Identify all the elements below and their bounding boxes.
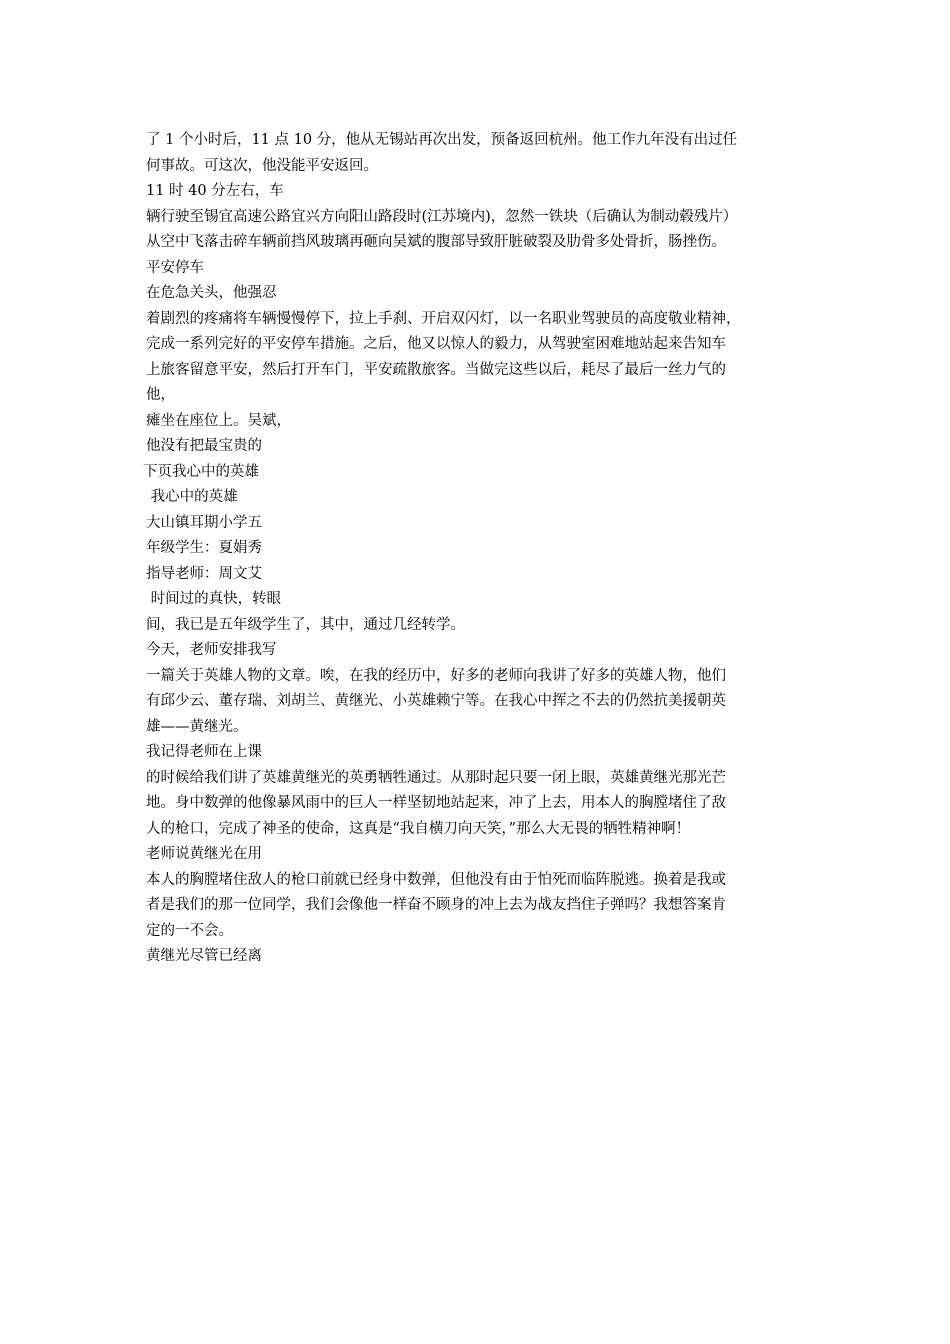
body-line: 雄——黄继光。 xyxy=(146,718,248,735)
body-line: 辆行驶至锡宜高速公路宜兴方向阳山路段时(江苏境内)，忽然一铁块（后确认为制动毂残片） xyxy=(146,208,738,225)
body-line: 有邱少云、董存瑞、刘胡兰、黄继光、小英雄赖宁等。在我心中挥之不去的仍然抗美援朝英 xyxy=(146,693,726,709)
body-line: 在危急关头，他强忍 xyxy=(146,285,277,301)
body-line: 地。身中数弹的他像暴风雨中的巨人一样坚韧地站起来，冲了上去，用本人的胸膛堵住了敌 xyxy=(146,795,726,811)
body-line: 了 1 个小时后，11 点 10 分，他从无锡站再次出发，预备返回杭州。他工作九年没有出过任 xyxy=(146,132,738,148)
body-line: 间，我已是五年级学生了，其中，通过几经转学。 xyxy=(146,616,465,633)
body-line: 他， xyxy=(146,387,175,403)
body-line: 黄继光尽管已经离 xyxy=(146,948,262,964)
body-line: 时间过的真快，转眼 xyxy=(146,591,282,607)
document-body xyxy=(143,128,814,970)
body-line: 他没有把最宝贵的 xyxy=(146,438,262,454)
body-line: 下页我心中的英雄 xyxy=(143,463,259,480)
body-line: 指导老师：周文艾 xyxy=(146,565,262,582)
body-line: 我记得老师在上课 xyxy=(146,744,262,760)
body-line: 着剧烈的疼痛将车辆慢慢停下，拉上手刹、开启双闪灯，以一名职业驾驶员的高度敬业精神， xyxy=(146,310,741,327)
body-line: 的时候给我们讲了英雄黄继光的英勇牺牲通过。从那时起只要一闭上眼，英雄黄继光那光芒 xyxy=(146,769,726,786)
body-line: 今天，老师安排我写 xyxy=(146,642,277,658)
body-line: 一篇关于英雄人物的文章。唉，在我的经历中，好多的老师向我讲了好多的英雄人物，他们 xyxy=(146,667,726,684)
body-line: 瘫坐在座位上。吴斌， xyxy=(146,412,291,429)
body-line: 定的一不会。 xyxy=(146,922,233,939)
body-line: 何事故。可这次，他没能平安返回。 xyxy=(146,157,378,174)
body-line: 人的枪口，完成了神圣的使命，这真是“我自横刀向天笑，”那么大无畏的牺牲精神啊！ xyxy=(146,820,691,837)
body-line: 我心中的英雄 xyxy=(146,489,238,505)
body-line: 大山镇耳期小学五 xyxy=(146,514,262,531)
body-line: 上旅客留意平安，然后打开车门，平安疏散旅客。当做完这些以后，耗尽了最后一丝力气的 xyxy=(146,361,726,378)
body-line: 平安停车 xyxy=(146,259,204,276)
body-line: 老师说黄继光在用 xyxy=(146,846,262,862)
body-line: 本人的胸膛堵住敌人的枪口前就已经身中数弹，但他没有由于怕死而临阵脱逃。换着是我或 xyxy=(146,871,726,888)
body-line: 年级学生：夏娟秀 xyxy=(146,540,262,556)
body-line: 完成一系列完好的平安停车措施。之后，他又以惊人的毅力，从驾驶室困难地站起来告知车 xyxy=(146,336,726,352)
body-line: 者是我们的那一位同学，我们会像他一样奋不顾身的冲上去为战友挡住子弹吗？我想答案肯 xyxy=(146,897,726,913)
body-line: 从空中飞落击碎车辆前挡风玻璃再砸向吴斌的腹部导致肝脏破裂及肋骨多处骨折，肠挫伤。 xyxy=(146,234,726,250)
body-line: 11 时 40 分左右，车 xyxy=(146,183,284,199)
